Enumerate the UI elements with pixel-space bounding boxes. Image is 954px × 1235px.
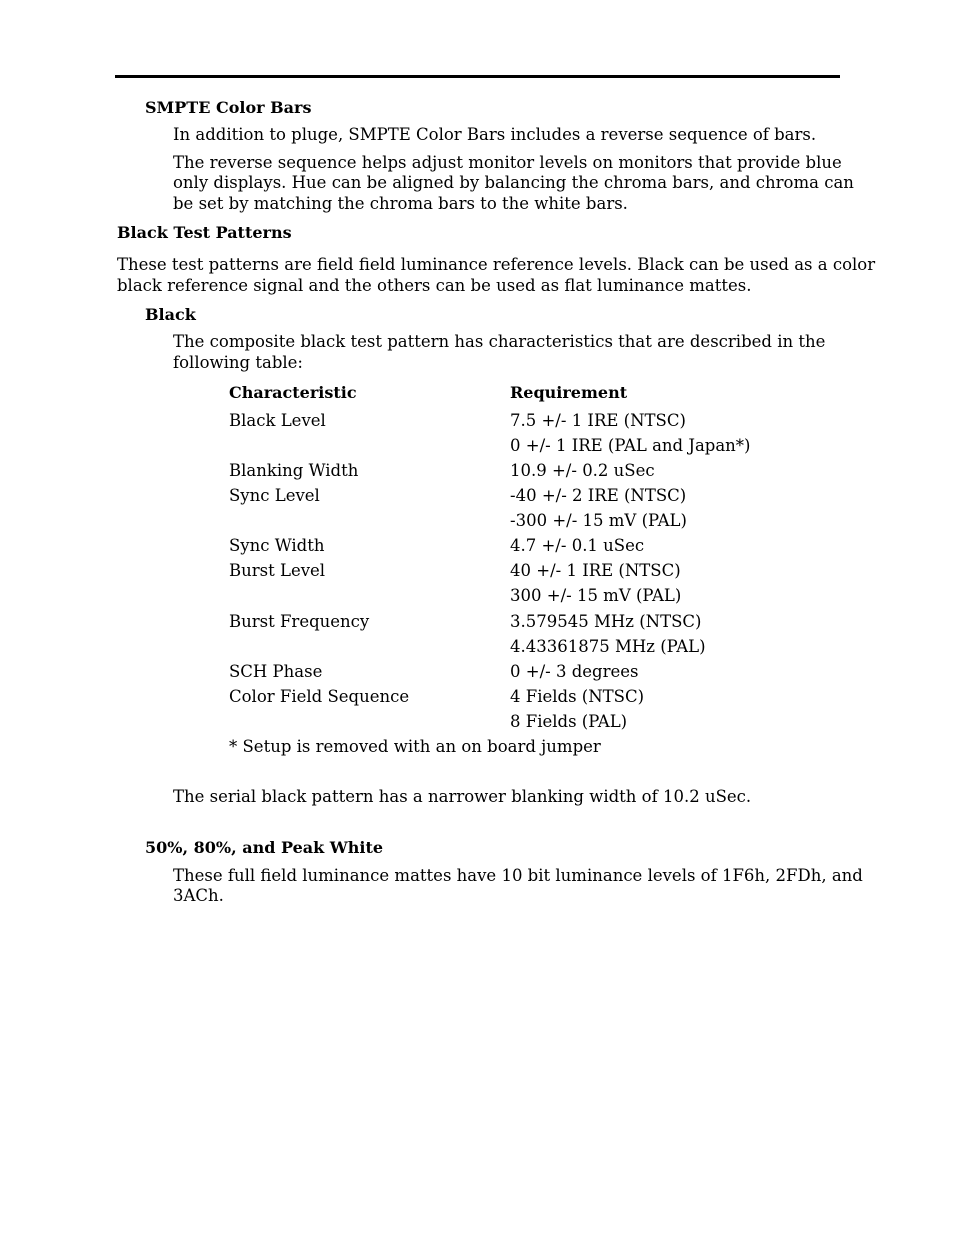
peak-white-paragraph-line-2: 3ACh. (173, 886, 224, 905)
black-test-patterns-paragraph-line-2: black reference signal and the others can be used as flat luminance mattes. (117, 276, 752, 295)
table-cell-requirement: 10.9 +/- 0.2 uSec (510, 461, 655, 480)
black-test-patterns-paragraph-line-1: These test patterns are field field luminance reference levels. Black can be used as a color (117, 255, 876, 274)
header-rule (115, 75, 840, 78)
table-cell-requirement: 4.43361875 MHz (PAL) (510, 637, 706, 656)
table-cell-requirement: 0 +/- 1 IRE (PAL and Japan*) (510, 436, 751, 455)
table-cell-requirement: -300 +/- 15 mV (PAL) (510, 511, 687, 530)
table-cell-characteristic: Sync Level (229, 486, 320, 505)
smpte-paragraph-2-line-2: only displays. Hue can be aligned by balancing the chroma bars, and chroma can (173, 173, 854, 192)
table-cell-characteristic: Color Field Sequence (229, 687, 410, 706)
smpte-heading: SMPTE Color Bars (145, 98, 312, 117)
table-cell-characteristic: SCH Phase (229, 662, 323, 681)
table-cell-requirement: 40 +/- 1 IRE (NTSC) (510, 561, 681, 580)
table-cell-requirement: 8 Fields (PAL) (510, 712, 628, 731)
table-footnote: * Setup is removed with an on board jumper (229, 737, 601, 756)
table-cell-requirement: 300 +/- 15 mV (PAL) (510, 586, 682, 605)
table-cell-characteristic: Burst Frequency (229, 612, 370, 631)
table-cell-requirement: -40 +/- 2 IRE (NTSC) (510, 486, 687, 505)
smpte-paragraph-2-line-3: be set by matching the chroma bars to the white bars. (173, 194, 628, 213)
black-intro-line-1: The composite black test pattern has characteristics that are described in the (173, 332, 826, 351)
black-test-patterns-heading: Black Test Patterns (117, 223, 292, 242)
table-cell-requirement: 0 +/- 3 degrees (510, 662, 639, 681)
serial-black-note: The serial black pattern has a narrower blanking width of 10.2 uSec. (173, 787, 752, 806)
table-header-characteristic: Characteristic (229, 383, 357, 402)
table-cell-characteristic: Burst Level (229, 561, 326, 580)
table-cell-requirement: 3.579545 MHz (NTSC) (510, 612, 702, 631)
table-cell-characteristic: Sync Width (229, 536, 325, 555)
table-cell-requirement: 4.7 +/- 0.1 uSec (510, 536, 645, 555)
table-header-requirement: Requirement (510, 383, 628, 402)
table-cell-characteristic: Blanking Width (229, 461, 359, 480)
table-cell-requirement: 7.5 +/- 1 IRE (NTSC) (510, 411, 686, 430)
table-cell-characteristic: Black Level (229, 411, 326, 430)
smpte-paragraph-2-line-1: The reverse sequence helps adjust monitor levels on monitors that provide blue (173, 153, 842, 172)
black-intro-line-2: following table: (173, 353, 303, 372)
peak-white-paragraph-line-1: These full field luminance mattes have 10 bit luminance levels of 1F6h, 2FDh, and (173, 866, 863, 885)
smpte-paragraph-1: In addition to pluge, SMPTE Color Bars includes a reverse sequence of bars. (173, 125, 817, 144)
peak-white-heading: 50%, 80%, and Peak White (145, 838, 384, 857)
table-cell-requirement: 4 Fields (NTSC) (510, 687, 645, 706)
black-heading: Black (145, 305, 196, 324)
